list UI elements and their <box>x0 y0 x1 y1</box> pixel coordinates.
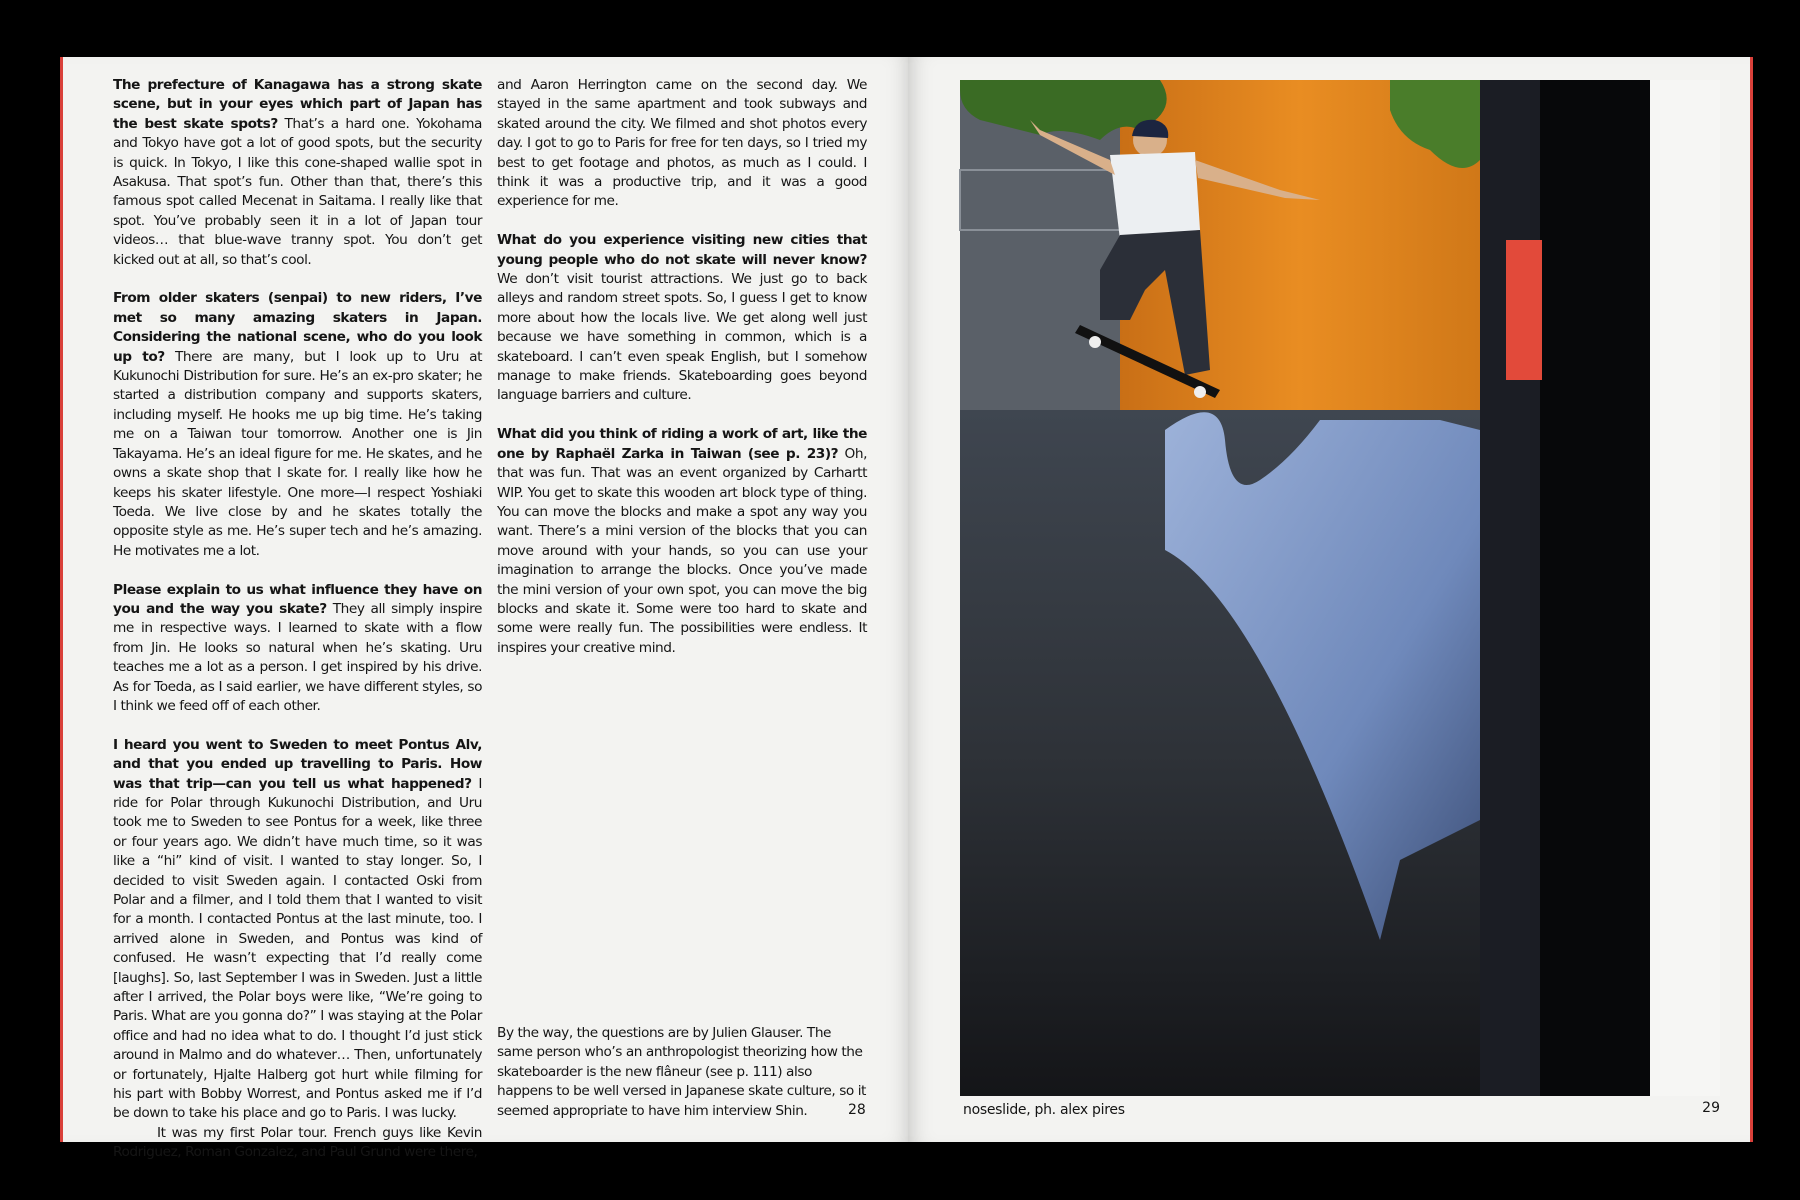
continuation-paragraph: It was my first Polar tour. French guys like Kevin Rodriguez, Roman Gonzalez, and Paul Grund were there, <box>113 1124 482 1161</box>
qa-paragraph <box>113 736 482 1124</box>
qa-paragraph <box>113 581 482 717</box>
lead-paragraph: and Aaron Herrington came on the second day. We stayed in the same apartment and took subways and skated around the city. We filmed and shot photos every day. I got to go to Paris for free for ten days, so I tried my best to get footage and photos, as much as I could. I think it was a productive trip, and it was a good experience for me. <box>497 77 867 210</box>
answer: There are many, but I look up to Uru at Kukunochi Distribution for sure. He’s an ex-pro skater; he started a distribution company and supports skaters, including myself. He hooks me up big time. He’s taking me on a Taiwan tour tomorrow. Another one is Jin Takayama. He’s an ideal figure for me. He skates, and he owns a skate shop that I skate for. I really like how he keeps his skater lifestyle. One more—I respect Yoshiaki Toeda. We live close by and he skates totally the opposite style as me. He’s super tech and he’s amazing. He motivates me a lot. <box>113 348 482 559</box>
answer: I ride for Polar through Kukunochi Distribution, and Uru took me to Sweden to see Pontus for a week, like three or four years ago. We didn’t have much time, so it was like a “hi” kind of visit. I wanted to stay longer. So, I decided to visit Sweden again. I contacted Oski from Polar and a filmer, and I told them that I wanted to visit for a month. I contacted Pontus at the last minute, too. I arrived alone in Sweden, and Pontus was kind of confused. He wasn’t expecting that I’d really come [laughs]. So, last September I was in Sweden. Just a little after I arrived, the Polar boys were like, “We’re going to Paris. What are you gonna do?” I was staying at the Polar office and had no idea what to do. I thought I’d just stick around in Malmo and do whatever… Then, unfortunately or fortunately, Hjalte Halberg got hurt while filming for his part with Bobby Worrest, and Pontus asked me if I’d be down to take his place and go to Paris. I was lucky. <box>113 775 482 1122</box>
question: The prefecture of Kanagawa has a strong skate scene, but in your eyes which part of Japan has the best skate spots? <box>113 77 482 132</box>
right-page <box>908 57 1753 1142</box>
qa-paragraph <box>497 231 867 406</box>
qa-paragraph <box>497 425 867 658</box>
text-column-2 <box>497 76 867 678</box>
dark-edge <box>1540 80 1650 1096</box>
question: I heard you went to Sweden to meet Pontus Alv, and that you ended up travelling to Paris. How was that trip—can you tell us what happened? <box>113 736 482 792</box>
answer: We don’t visit tourist attractions. We just go to back alleys and random street spots. So, I guess I get to know more about how the locals live. We get along well just because we have something in common, which is a skateboard. I can’t even speak English, but I somehow manage to make friends. Skateboarding goes beyond language barriers and culture. <box>497 271 867 404</box>
pillar <box>1480 80 1540 1096</box>
question: From older skaters (senpai) to new riders, I’ve met so many amazing skaters in Japan. Considering the national scene, who do you look up to? <box>113 290 482 365</box>
question: Please explain to us what influence they have on you and the way you skate? <box>113 581 482 617</box>
skater-shirt <box>1110 152 1200 240</box>
wheel <box>1194 386 1206 398</box>
left-page <box>60 57 911 1161</box>
qa-paragraph <box>113 289 482 561</box>
margin-strip <box>1650 80 1720 1096</box>
sticker <box>1506 240 1542 380</box>
answer: They all simply inspire me in respective ways. I learned to skate with a flow from Jin. He looks so natural when he’s skating. Uru teaches me a lot as a person. I get inspired by his drive. As for Toeda, as I said earlier, we have different styles, so I think we feed off of each other. <box>113 600 482 714</box>
wheel <box>1089 336 1101 348</box>
text-column-1 <box>113 76 482 1163</box>
answer: Oh, that was fun. That was an event organized by Carhartt WIP. You get to skate this wooden art block type of thing. You can move the blocks and make a spot any way you want. There’s a mini version of the blocks that you can move around with your hands, so you can use your imagination to arrange the blocks. Once you’ve made the mini version of your own spot, you can move the big blocks and skate it. Some were too hard to skate and some were really fun. The possibilities were endless. It inspires your creative mind. <box>497 445 867 656</box>
page-number-left: 28 <box>848 1102 866 1118</box>
question: What did you think of riding a work of art, like the one by Raphaël Zarka in Taiwan (see p. 23)? <box>497 426 867 462</box>
qa-paragraph <box>113 76 482 270</box>
question: What do you experience visiting new cities that young people who do not skate will never know? <box>497 232 867 268</box>
answer: That’s a hard one. Yokohama and Tokyo have got a lot of good spots, but the security is quick. In Tokyo, I like this cone-shaped wallie spot in Asakusa. That spot’s fun. Other than that, there’s this famous spot called Mecenat in Saitama. I really like that spot. You’ve probably seen it in a lot of Japan tour videos… that blue-wave tranny spot. You don’t get kicked out at all, so that’s cool. <box>113 115 482 268</box>
interviewer-note: By the way, the questions are by Julien Glauser. The same person who’s an anthropologist theorizing how the skateboarder is the new flâneur (see p. 111) also happens to be well versed in Japanese skate culture, so it seemed appropriate to have him interview Shin. <box>497 1025 866 1119</box>
skate-photo <box>960 80 1650 1096</box>
page-number-right: 29 <box>1702 1100 1720 1116</box>
photo-caption: noseslide, ph. alex pires <box>963 1102 1125 1118</box>
